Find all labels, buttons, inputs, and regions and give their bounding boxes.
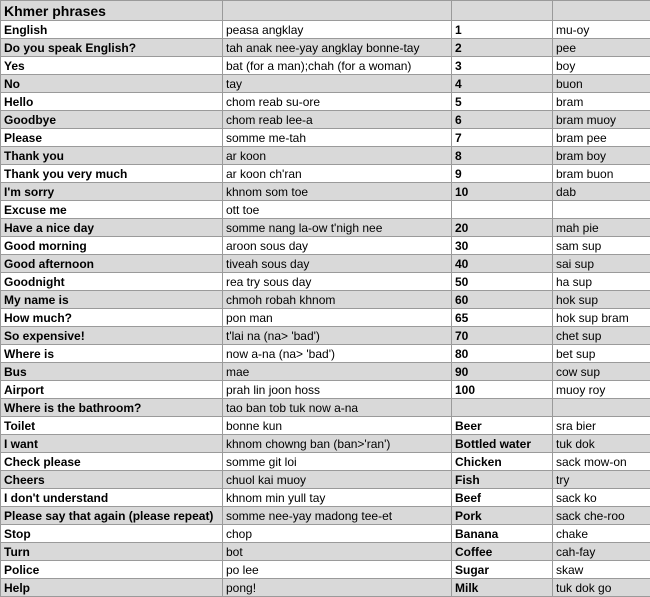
phrase-cell[interactable]: How much? [1,309,223,327]
khmer-translation-cell[interactable]: mae [223,363,452,381]
phrase-cell[interactable]: Have a nice day [1,219,223,237]
table-row [1,399,650,417]
khmer-item-cell[interactable]: buon [553,75,650,93]
table-row [1,57,650,75]
khmer-translation-cell[interactable]: ar koon ch'ran [223,165,452,183]
title-row [1,1,650,21]
phrase-cell[interactable]: I don't understand [1,489,223,507]
phrase-cell[interactable]: Goodbye [1,111,223,129]
phrase-cell[interactable]: Excuse me [1,201,223,219]
khmer-translation-cell[interactable]: bat (for a man);chah (for a woman) [223,57,452,75]
khmer-item-cell[interactable]: hok sup [553,291,650,309]
phrase-cell[interactable]: Thank you very much [1,165,223,183]
table-row [1,435,650,453]
khmer-translation-cell[interactable]: tay [223,75,452,93]
phrase-cell[interactable]: Bus [1,363,223,381]
table-row [1,201,650,219]
khmer-translation-cell[interactable]: chuol kai muoy [223,471,452,489]
table-row [1,75,650,93]
table-row [1,147,650,165]
khmer-item-cell[interactable] [553,399,650,417]
khmer-item-cell[interactable]: muoy roy [553,381,650,399]
khmer-item-cell[interactable]: sack che-roo [553,507,650,525]
phrase-cell[interactable]: Airport [1,381,223,399]
table-row [1,507,650,525]
khmer-translation-cell[interactable]: bonne kun [223,417,452,435]
phrase-cell[interactable]: Where is [1,345,223,363]
phrase-cell[interactable]: Where is the bathroom? [1,399,223,417]
khmer-item-cell[interactable]: sam sup [553,237,650,255]
khmer-item-cell[interactable]: hok sup bram [553,309,650,327]
phrase-cell[interactable]: Check please [1,453,223,471]
khmer-translation-cell[interactable]: somme nang la-ow t'nigh nee [223,219,452,237]
khmer-translation-cell[interactable]: now a-na (na> 'bad') [223,345,452,363]
table-row [1,237,650,255]
table-row [1,291,650,309]
table-row [1,219,650,237]
item-cell[interactable] [452,201,553,219]
table-row [1,111,650,129]
table-row [1,471,650,489]
khmer-item-cell[interactable]: chet sup [553,327,650,345]
khmer-item-cell[interactable]: sai sup [553,255,650,273]
table-row [1,525,650,543]
table-row [1,543,650,561]
khmer-item-cell[interactable]: ha sup [553,273,650,291]
khmer-item-cell[interactable]: cah-fay [553,543,650,561]
table-row [1,327,650,345]
item-cell[interactable]: 5 [452,93,553,111]
khmer-item-cell[interactable]: skaw [553,561,650,579]
table-row [1,579,650,597]
khmer-translation-cell[interactable]: tah anak nee-yay angklay bonne-tay [223,39,452,57]
khmer-item-cell[interactable]: bram boy [553,147,650,165]
phrase-cell[interactable]: Good morning [1,237,223,255]
khmer-translation-cell[interactable]: chop [223,525,452,543]
table-row [1,561,650,579]
item-cell[interactable]: 9 [452,165,553,183]
item-cell[interactable] [452,399,553,417]
phrase-cell[interactable]: My name is [1,291,223,309]
khmer-item-cell[interactable]: sack mow-on [553,453,650,471]
khmer-translation-cell[interactable]: t'lai na (na> 'bad') [223,327,452,345]
khmer-translation-cell[interactable]: khnom min yull tay [223,489,452,507]
khmer-item-cell[interactable]: pee [553,39,650,57]
table-row [1,129,650,147]
phrase-cell[interactable]: Please [1,129,223,147]
empty-cell[interactable] [553,1,650,21]
phrase-cell[interactable]: Stop [1,525,223,543]
khmer-translation-cell[interactable]: chom reab lee-a [223,111,452,129]
item-cell[interactable]: 90 [452,363,553,381]
phrase-cell[interactable]: So expensive! [1,327,223,345]
item-cell[interactable]: 3 [452,57,553,75]
phrase-cell[interactable]: Help [1,579,223,597]
item-cell[interactable]: 2 [452,39,553,57]
item-cell[interactable]: 4 [452,75,553,93]
item-cell[interactable]: Milk [452,579,553,597]
table-row [1,363,650,381]
khmer-item-cell[interactable]: sack ko [553,489,650,507]
khmer-item-cell[interactable]: dab [553,183,650,201]
item-cell[interactable]: 50 [452,273,553,291]
item-cell[interactable]: 65 [452,309,553,327]
item-cell[interactable]: 1 [452,21,553,39]
khmer-item-cell[interactable]: mu-oy [553,21,650,39]
table-row [1,453,650,471]
item-cell[interactable]: 80 [452,345,553,363]
khmer-translation-cell[interactable]: khnom som toe [223,183,452,201]
item-cell[interactable]: Bottled water [452,435,553,453]
item-cell[interactable]: 7 [452,129,553,147]
item-cell[interactable]: 30 [452,237,553,255]
phrases-table-body [1,1,650,597]
empty-cell[interactable] [452,1,553,21]
item-cell[interactable]: Chicken [452,453,553,471]
khmer-item-cell[interactable]: bram pee [553,129,650,147]
item-cell[interactable]: 60 [452,291,553,309]
item-cell[interactable]: Fish [452,471,553,489]
phrase-cell[interactable]: Please say that again (please repeat) [1,507,223,525]
khmer-translation-cell[interactable]: khnom chowng ban (ban>'ran') [223,435,452,453]
khmer-translation-cell[interactable]: somme me-tah [223,129,452,147]
phrase-cell[interactable]: I want [1,435,223,453]
empty-cell[interactable] [223,1,452,21]
item-cell[interactable]: 40 [452,255,553,273]
phrase-cell[interactable]: Toilet [1,417,223,435]
phrase-cell[interactable]: Turn [1,543,223,561]
item-cell[interactable]: 20 [452,219,553,237]
item-cell[interactable]: Coffee [452,543,553,561]
khmer-translation-cell[interactable]: chom reab su-ore [223,93,452,111]
phrase-cell[interactable]: Thank you [1,147,223,165]
table-row [1,183,650,201]
khmer-item-cell[interactable]: mah pie [553,219,650,237]
item-cell[interactable]: Sugar [452,561,553,579]
item-cell[interactable]: Pork [452,507,553,525]
khmer-translation-cell[interactable]: pon man [223,309,452,327]
table-row [1,93,650,111]
phrase-cell[interactable]: Goodnight [1,273,223,291]
khmer-translation-cell[interactable]: peasa angklay [223,21,452,39]
phrase-cell[interactable]: Police [1,561,223,579]
phrase-cell[interactable]: Good afternoon [1,255,223,273]
table-row [1,39,650,57]
item-cell[interactable]: 8 [452,147,553,165]
table-row [1,417,650,435]
table-row [1,309,650,327]
khmer-translation-cell[interactable]: po lee [223,561,452,579]
table-row [1,273,650,291]
table-row [1,345,650,363]
khmer-translation-cell[interactable]: tao ban tob tuk now a-na [223,399,452,417]
khmer-translation-cell[interactable]: tiveah sous day [223,255,452,273]
item-cell[interactable]: 6 [452,111,553,129]
item-cell[interactable]: 10 [452,183,553,201]
khmer-translation-cell[interactable]: prah lin joon hoss [223,381,452,399]
khmer-item-cell[interactable]: boy [553,57,650,75]
khmer-item-cell[interactable]: bram [553,93,650,111]
khmer-translation-cell[interactable]: somme nee-yay madong tee-et [223,507,452,525]
khmer-item-cell[interactable]: bet sup [553,345,650,363]
khmer-item-cell[interactable]: bram muoy [553,111,650,129]
phrase-cell[interactable]: English [1,21,223,39]
khmer-item-cell[interactable]: tuk dok [553,435,650,453]
khmer-item-cell[interactable]: cow sup [553,363,650,381]
khmer-item-cell[interactable]: bram buon [553,165,650,183]
phrase-cell[interactable]: Hello [1,93,223,111]
khmer-translation-cell[interactable]: bot [223,543,452,561]
khmer-translation-cell[interactable]: chmoh robah khnom [223,291,452,309]
khmer-translation-cell[interactable]: ar koon [223,147,452,165]
item-cell[interactable]: Beer [452,417,553,435]
khmer-item-cell[interactable]: sra bier [553,417,650,435]
khmer-translation-cell[interactable]: rea try sous day [223,273,452,291]
khmer-item-cell[interactable]: chake [553,525,650,543]
table-row [1,165,650,183]
item-cell[interactable]: 70 [452,327,553,345]
khmer-translation-cell[interactable]: aroon sous day [223,237,452,255]
khmer-item-cell[interactable]: try [553,471,650,489]
khmer-item-cell[interactable] [553,201,650,219]
khmer-item-cell[interactable]: tuk dok go [553,579,650,597]
item-cell[interactable]: Beef [452,489,553,507]
khmer-translation-cell[interactable]: pong! [223,579,452,597]
table-row [1,255,650,273]
sheet-title[interactable]: Khmer phrases [1,1,223,21]
phrase-cell[interactable]: I'm sorry [1,183,223,201]
khmer-translation-cell[interactable]: somme git loi [223,453,452,471]
item-cell[interactable]: Banana [452,525,553,543]
khmer-translation-cell[interactable]: ott toe [223,201,452,219]
table-row [1,381,650,399]
phrase-cell[interactable]: Do you speak English? [1,39,223,57]
phrase-cell[interactable]: Yes [1,57,223,75]
phrase-cell[interactable]: Cheers [1,471,223,489]
phrase-cell[interactable]: No [1,75,223,93]
table-row [1,21,650,39]
item-cell[interactable]: 100 [452,381,553,399]
table-row [1,489,650,507]
